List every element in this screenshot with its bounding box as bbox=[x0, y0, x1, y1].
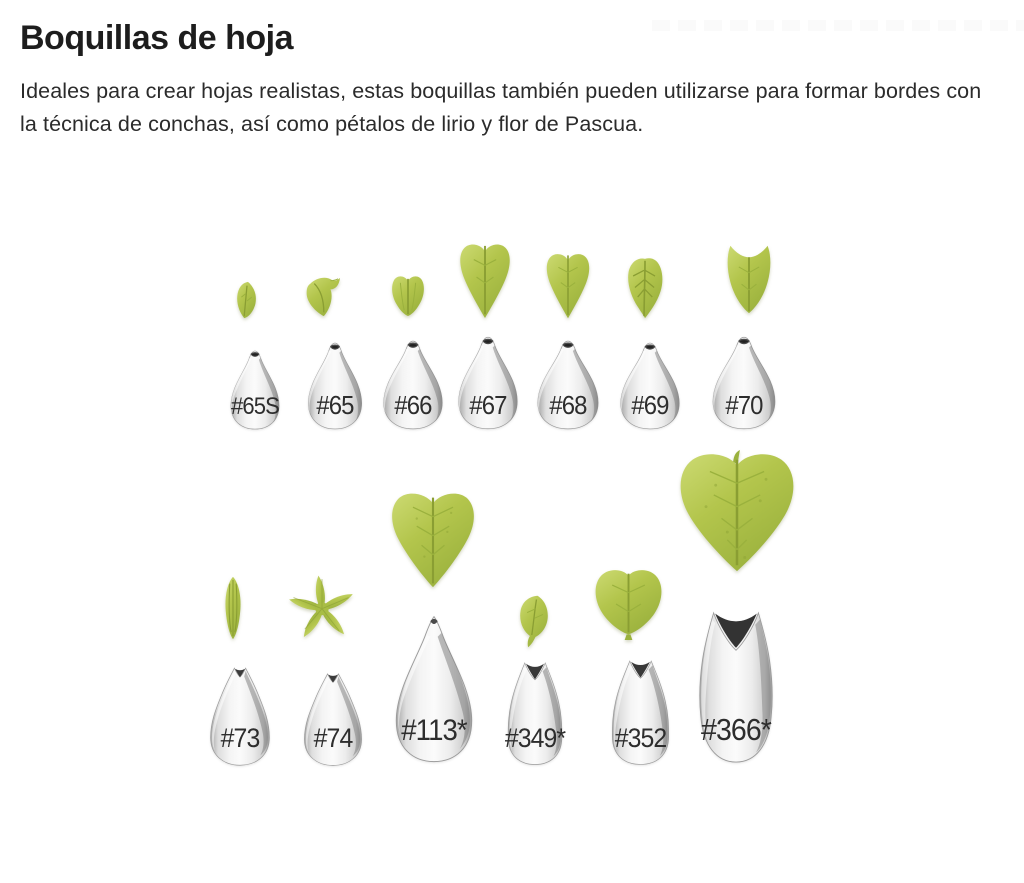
piped-leaf-sample-349 bbox=[515, 592, 557, 650]
tip-number-label: #65S bbox=[231, 393, 279, 420]
tip-number-label: #65 bbox=[316, 390, 354, 420]
tip-number-label: #366* bbox=[701, 712, 771, 747]
piping-tip-68 bbox=[533, 339, 603, 431]
piping-tip-65 bbox=[304, 341, 366, 431]
tip-number-label: #70 bbox=[725, 390, 763, 420]
tip-number-label: #74 bbox=[313, 723, 353, 753]
piped-leaf-sample-74 bbox=[284, 568, 360, 642]
piped-leaf-sample-69 bbox=[624, 255, 666, 320]
piping-tip-74 bbox=[299, 670, 367, 768]
tip-number-label: #68 bbox=[549, 390, 587, 420]
tip-number-label: #73 bbox=[220, 723, 260, 753]
tip-number-label: #113* bbox=[401, 714, 467, 747]
piping-tip-113 bbox=[388, 613, 480, 768]
piped-leaf-sample-70 bbox=[723, 240, 775, 315]
piped-leaf-sample-113 bbox=[390, 490, 476, 590]
piped-leaf-sample-67 bbox=[457, 242, 513, 320]
tip-number-label: #352 bbox=[614, 723, 667, 753]
piping-tip-70 bbox=[708, 335, 780, 431]
tip-number-label: #66 bbox=[394, 390, 432, 420]
page-title: Boquillas de hoja bbox=[20, 19, 293, 57]
piped-leaf-sample-65s bbox=[233, 280, 261, 320]
piping-tip-67 bbox=[454, 335, 522, 431]
piped-leaf-sample-65 bbox=[299, 274, 341, 320]
piped-leaf-sample-68 bbox=[544, 252, 592, 320]
piping-tip-66 bbox=[379, 339, 447, 431]
piped-leaf-sample-73 bbox=[221, 574, 245, 642]
tip-number-label: #67 bbox=[469, 390, 507, 420]
piping-tip-366 bbox=[692, 606, 780, 768]
piping-tip-352 bbox=[607, 654, 674, 768]
page-description: Ideales para crear hojas realistas, estas boquillas también pueden utilizarse para formar bordes con la técnica de conchas, así como pétalos de lirio y flor de Pascua. bbox=[20, 79, 982, 136]
piped-leaf-sample-366 bbox=[677, 450, 797, 577]
piped-leaf-sample-66 bbox=[388, 273, 428, 318]
cropped-text-remnant bbox=[652, 20, 1024, 31]
tip-number-label: #349* bbox=[504, 723, 566, 753]
piped-leaf-sample-352 bbox=[593, 568, 665, 640]
piping-tip-349 bbox=[503, 656, 567, 768]
tip-number-label: #69 bbox=[631, 390, 669, 420]
piping-tip-73 bbox=[205, 664, 275, 768]
leaf-tips-figure bbox=[0, 180, 1024, 840]
piping-tip-69 bbox=[616, 341, 684, 431]
piping-tip-65s bbox=[227, 349, 283, 431]
